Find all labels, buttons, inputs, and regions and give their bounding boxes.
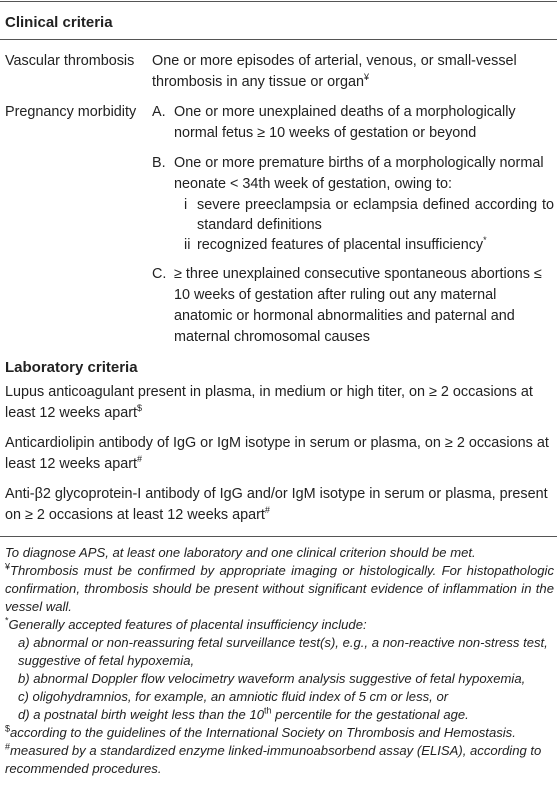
- sub-i-mark: i: [184, 197, 188, 213]
- vascular-thrombosis-text: [152, 51, 554, 93]
- item-a-mark: A.: [152, 104, 166, 120]
- pregnancy-morbidity-row: [4, 102, 554, 348]
- footnote-star-d-sup: th: [264, 705, 272, 716]
- pregnancy-item-b: [152, 153, 554, 255]
- footnote-star: [5, 616, 554, 634]
- footnote-yen: [5, 562, 554, 616]
- pregnancy-morbidity-label: Pregnancy morbidity: [5, 104, 137, 120]
- sub-ii-text: recognized features of placental insufficiency: [197, 237, 484, 253]
- vascular-thrombosis-row: [4, 51, 554, 93]
- footnote-star-d-post: percentile for the gestational age.: [271, 707, 469, 722]
- table-footnotes: [4, 537, 554, 778]
- yen-footnote-mark: ¥: [363, 72, 369, 83]
- footnote-diagnose: To diagnose APS, at least one laboratory and one clinical criterion should be met.: [5, 545, 476, 560]
- lab-item-anticardiolipin: [4, 433, 554, 475]
- pregnancy-item-a: [152, 102, 554, 144]
- footnote-hash-text: measured by a standardized enzyme linked-immunoabsorbend assay (ELISA), according to recommended procedures.: [5, 743, 542, 776]
- footnote-star-a: a) abnormal or non-reassuring fetal surveillance test(s), e.g., a non-reactive non-stress test, suggestive of fetal hypoxemia,: [18, 635, 548, 668]
- footnote-star-c: c) oligohydramnios, for example, an amniotic fluid index of 5 cm or less, or: [18, 689, 449, 704]
- footnote-star-d: [5, 706, 554, 724]
- item-b-body: [174, 153, 554, 255]
- lab-item-lupus: [4, 382, 554, 424]
- item-b-sub-ii: [174, 235, 554, 255]
- clinical-criteria-heading: Clinical criteria: [5, 14, 113, 31]
- lab-item-anti-beta2: [4, 484, 554, 526]
- item-a-text: One or more unexplained deaths of a morphologically normal fetus ≥ 10 weeks of gestation or beyond: [174, 104, 516, 141]
- criteria-table: [0, 1, 557, 799]
- laboratory-criteria-heading: Laboratory criteria: [5, 359, 138, 376]
- item-c-mark: C.: [152, 266, 167, 282]
- hash-footnote-mark: #: [264, 505, 270, 516]
- hash-symbol: #: [5, 741, 11, 752]
- item-c-text: ≥ three unexplained consecutive spontaneous abortions ≤ 10 weeks of gestation after ruling out any maternal anatomic or hormonal abnormalities and paternal and maternal chromosomal causes: [174, 266, 542, 345]
- footnote-hash: [5, 742, 554, 778]
- footnote-dollar-text: according to the guidelines of the International Society on Thrombosis and Hemostasis.: [10, 725, 516, 740]
- footnote-yen-text: Thrombosis must be confirmed by appropriate imaging or histologically. For histopathologic confirmation, thrombosis should be present without significant evidence of inflammation in the vessel wall.: [5, 563, 554, 614]
- pregnancy-item-c: [152, 264, 554, 348]
- footnote-dollar: [5, 724, 554, 742]
- laboratory-items: [4, 382, 554, 526]
- item-b-text: One or more premature births of a morphologically normal neonate < 34th week of gestation, owing to:: [174, 155, 544, 192]
- lab-item-lupus-text: Lupus anticoagulant present in plasma, in medium or high titer, on ≥ 2 occasions at least 12 weeks apart: [5, 384, 533, 421]
- vascular-thrombosis-description: One or more episodes of arterial, venous, or small-vessel thrombosis in any tissue or organ: [152, 53, 517, 90]
- hash-footnote-mark: #: [137, 454, 143, 465]
- dollar-symbol: $: [5, 723, 11, 734]
- footnote-star-text: Generally accepted features of placental insufficiency include:: [8, 617, 367, 632]
- footnote-star-b: b) abnormal Doppler flow velocimetry waveform analysis suggestive of fetal hypoxemia,: [18, 671, 526, 686]
- star-footnote-mark: *: [483, 235, 487, 246]
- sub-ii-mark: ii: [184, 237, 191, 253]
- footnote-star-d-pre: d) a postnatal birth weight less than the 10: [18, 707, 265, 722]
- lab-item-anticardiolipin-text: Anticardiolipin antibody of IgG or IgM isotype in serum or plasma, on ≥ 2 occasions at least 12 weeks apart: [5, 435, 549, 472]
- heading-rule: [0, 39, 557, 40]
- pregnancy-morbidity-items: [152, 102, 554, 348]
- sub-i-text: severe preeclampsia or eclampsia defined according to standard definitions: [197, 197, 554, 233]
- yen-symbol: ¥: [5, 561, 11, 572]
- star-symbol: *: [5, 615, 9, 626]
- dollar-footnote-mark: $: [137, 403, 143, 414]
- item-b-mark: B.: [152, 155, 166, 171]
- lab-item-anti-beta2-text: Anti-β2 glycoprotein-I antibody of IgG and/or IgM isotype in serum or plasma, present on ≥ 2 occasions at least 12 weeks apart: [5, 486, 548, 523]
- sub-ii-text-wrap: [197, 235, 554, 255]
- vascular-thrombosis-label: Vascular thrombosis: [5, 53, 135, 69]
- item-b-sub-i: [174, 195, 554, 235]
